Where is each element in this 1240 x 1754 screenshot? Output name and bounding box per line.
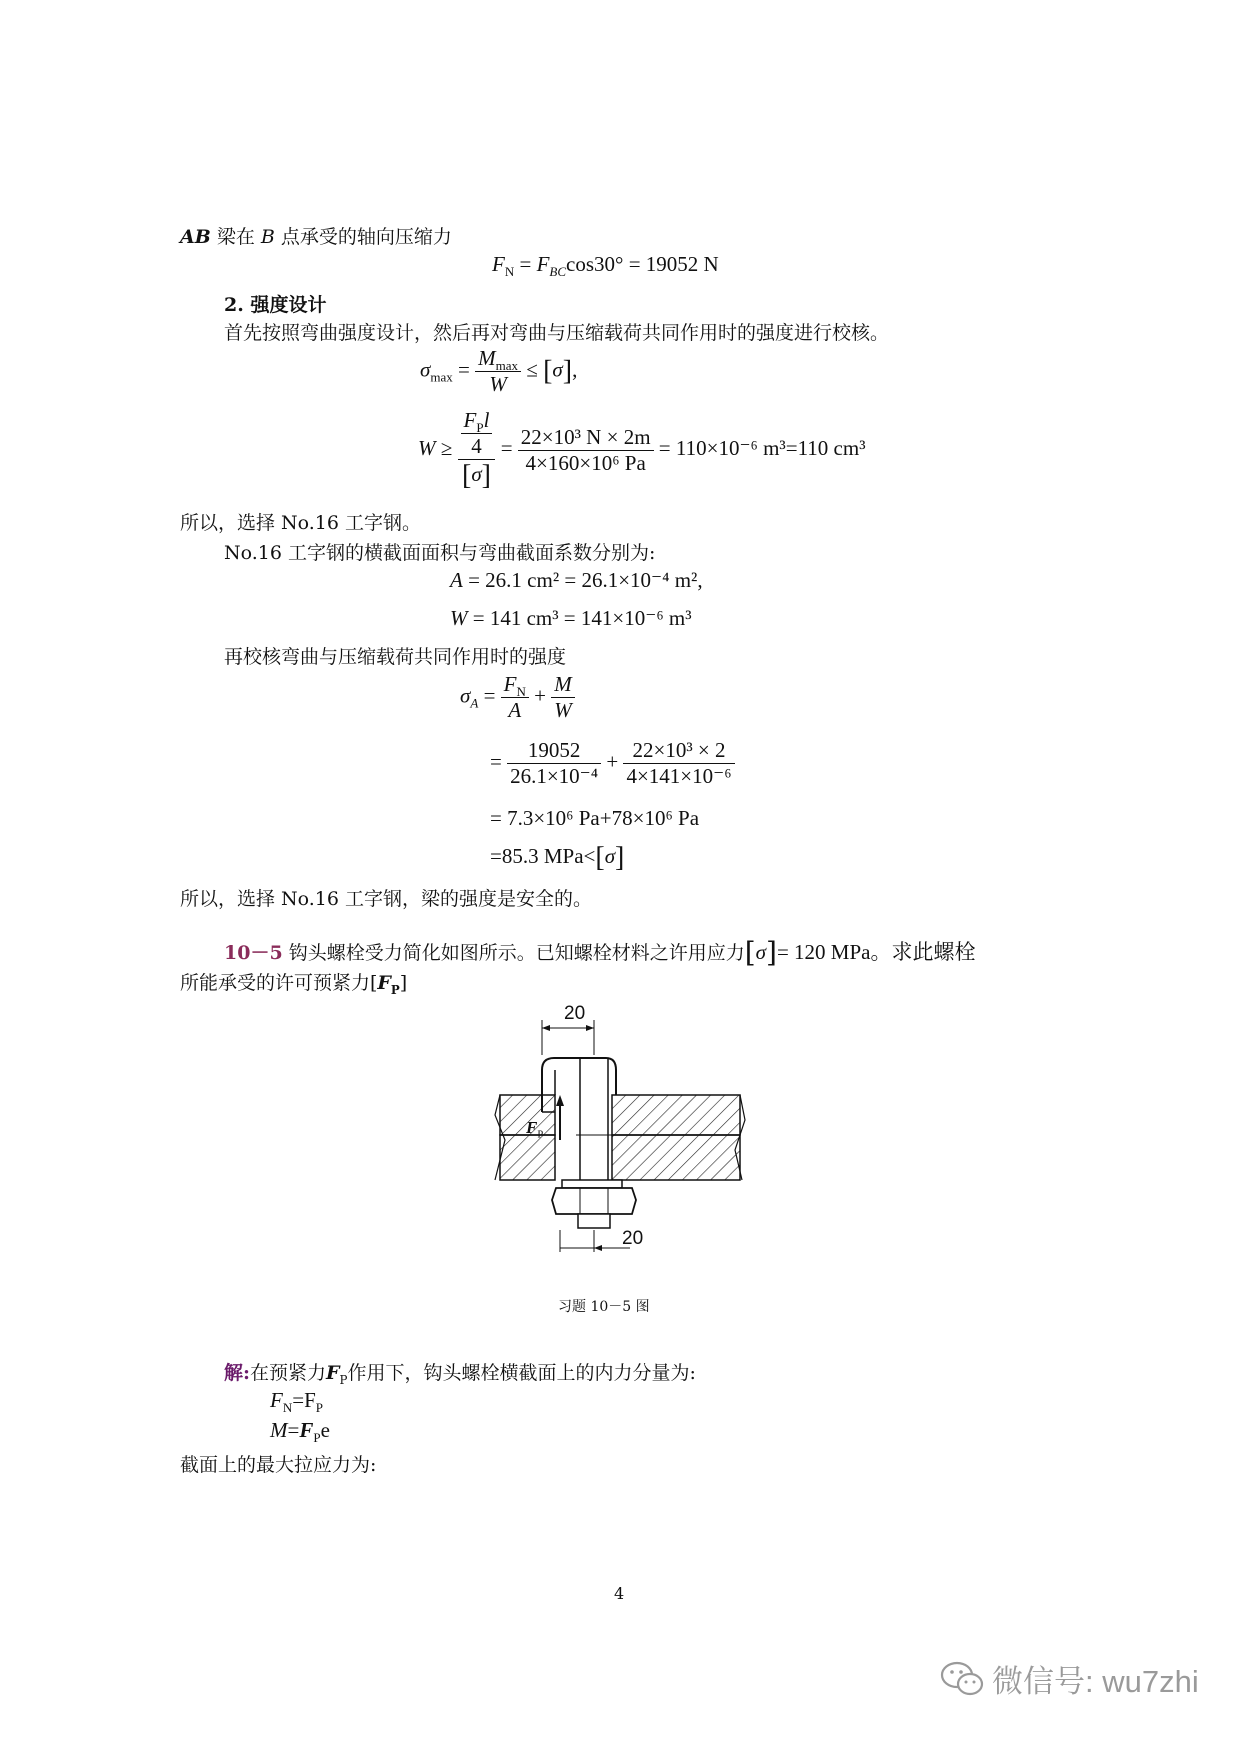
w-result: = 110×10⁻⁶ m³=110 cm³ xyxy=(653,435,866,460)
intro-line xyxy=(180,222,452,249)
wechat-icon xyxy=(940,1661,984,1697)
close-bracket: ] xyxy=(399,972,408,994)
page-number: 4 xyxy=(614,1584,625,1603)
equation-fn xyxy=(492,252,719,280)
problem-text-1: 钩头螺栓受力简化如图所示。已知螺栓材料之许用应力 xyxy=(282,942,745,964)
solution-label: 解: xyxy=(224,1362,251,1384)
equation-w xyxy=(418,408,866,492)
problem-line-2 xyxy=(180,968,407,995)
numerator-1: 19052 xyxy=(527,738,581,762)
a-rest: = 26.1 cm² = 26.1×10⁻⁴ m², xyxy=(462,568,703,592)
force-symbol: F xyxy=(526,1118,538,1137)
fn-subscript: N xyxy=(282,1400,293,1416)
a-symbol: A xyxy=(450,568,463,592)
watermark-text: 微信号: wu7zhi xyxy=(992,1664,1199,1699)
label-ab: AB xyxy=(180,226,211,248)
dim-top-label: 20 xyxy=(564,1003,586,1024)
allow-sigma: σ xyxy=(552,357,563,382)
fraction-m-w xyxy=(551,672,575,723)
fraction-19052 xyxy=(507,738,601,789)
plus-sign: + xyxy=(528,683,552,708)
fp-subscript: P xyxy=(476,420,484,436)
solution-intro xyxy=(224,1358,696,1385)
m-subscript: max xyxy=(495,358,519,374)
fraction-fn-a xyxy=(501,672,529,723)
dim-bottom-label: 20 xyxy=(622,1228,644,1249)
fp-symbol: F xyxy=(326,1362,340,1384)
sigma-a-subscript: A xyxy=(470,695,479,711)
intro-text: 梁在 xyxy=(210,226,261,248)
sigma-symbol: σ xyxy=(420,357,431,382)
fraction-m-w xyxy=(475,346,521,397)
fbc-symbol: F xyxy=(536,252,550,276)
fraction-fpl: $\frac{\frac{F_Pl}{4}}{[\sigma]}$ xyxy=(458,408,496,492)
le-sign: ≤ xyxy=(521,357,544,382)
fp-subscript: P xyxy=(390,982,400,997)
fn-rhs: cos30° = 19052 N xyxy=(566,252,719,276)
choose-line-2: 所以，选择 No.16 工字钢，梁的强度是安全的。 xyxy=(180,888,593,910)
plus-sign: + xyxy=(601,749,624,774)
w-symbol: W xyxy=(489,372,507,396)
figure-caption: 习题 10－5 图 xyxy=(558,1299,650,1315)
denominator-1: 26.1×10⁻⁴ xyxy=(507,763,601,789)
equals-sign: = xyxy=(490,749,508,774)
numeric-denominator: 4×160×10⁶ Pa xyxy=(518,450,654,476)
choose-line-1: 所以，选择 No.16 工字钢。 xyxy=(180,512,422,534)
no16-description: No.16 工字钢的横截面面积与弯曲截面系数分别为: xyxy=(224,542,656,564)
fp-subscript: P xyxy=(315,1400,324,1416)
solution-text-a: 在预紧力 xyxy=(250,1362,327,1384)
intro-rest: 点承受的轴向压缩力 xyxy=(274,226,452,248)
solution-eq-1 xyxy=(270,1388,324,1416)
recheck-line: 再校核弯曲与压缩载荷共同作用时的强度 xyxy=(224,646,567,668)
problem-text-2: = 120 MPa。求此螺栓 xyxy=(776,940,976,964)
allow-sigma: σ xyxy=(755,940,767,964)
m-symbol: M xyxy=(270,1418,288,1442)
denominator-2: 4×141×10⁻⁶ xyxy=(623,763,734,789)
label-b: B xyxy=(260,226,275,248)
problem-statement: 10－5 钩头螺栓受力简化如图所示。已知螺栓材料之许用应力[σ]= 120 MPa。求此螺栓 xyxy=(224,936,976,969)
equals-sign: = xyxy=(495,435,518,460)
allow-sigma: σ xyxy=(471,462,482,486)
bolt-diagram xyxy=(480,1000,760,1290)
fn-subscript: N xyxy=(504,264,515,280)
l-symbol: l xyxy=(483,408,490,432)
equals-sign: = xyxy=(287,1418,300,1442)
ge-sign: ≥ xyxy=(435,435,458,460)
fp-symbol: F xyxy=(377,972,391,994)
force-subscript: P xyxy=(537,1129,544,1141)
fp-symbol: F xyxy=(463,408,477,432)
equals-sign: = xyxy=(478,683,501,708)
fp-subscript: P xyxy=(339,1372,348,1387)
w-symbol: W xyxy=(450,606,468,630)
fn-symbol: F xyxy=(492,252,505,276)
sigma-symbol: σ xyxy=(460,683,471,708)
problem-line2-text: 所能承受的许可预紧力[ xyxy=(180,972,378,994)
section-heading: 2. 强度设计 xyxy=(224,294,327,316)
section-description: 首先按照弯曲强度设计，然后再对弯曲与压缩载荷共同作用时的强度进行校核。 xyxy=(224,322,890,344)
comma: , xyxy=(572,357,578,382)
watermark xyxy=(940,1656,1199,1701)
fbc-subscript: BC xyxy=(549,264,567,280)
problem-number: 10－5 xyxy=(224,942,283,964)
equation-line-2 xyxy=(490,738,735,789)
force-label xyxy=(526,1118,544,1141)
solution-text-b: 作用下，钩头螺栓横截面上的内力分量为: xyxy=(347,1362,696,1384)
numeric-numerator: 22×10³ N × 2m xyxy=(520,424,651,449)
fp-symbol: F xyxy=(299,1418,314,1442)
a-symbol: A xyxy=(508,698,522,722)
allow-sigma: σ xyxy=(604,844,616,868)
equation-a xyxy=(450,568,703,593)
line4-text: =85.3 MPa< xyxy=(490,844,596,868)
m-symbol: M xyxy=(554,672,572,696)
fp-subscript: P xyxy=(313,1430,321,1446)
fraction-numeric xyxy=(518,425,654,476)
fn-symbol: F xyxy=(270,1388,283,1412)
fp-symbol: F xyxy=(304,1388,316,1412)
solution-eq-2 xyxy=(270,1418,330,1446)
fn-equals: = xyxy=(514,252,537,276)
e-symbol: e xyxy=(320,1418,330,1442)
m-symbol: M xyxy=(478,346,496,370)
equation-line-4: =85.3 MPa<[σ] xyxy=(490,842,625,873)
numerator-2: 22×10³ × 2 xyxy=(632,738,726,762)
sigma-max-subscript: max xyxy=(430,369,453,385)
w-symbol: W xyxy=(554,698,572,722)
fn-subscript: N xyxy=(516,684,526,700)
equals-sign: = xyxy=(292,1388,305,1412)
equation-line-3: = 7.3×10⁶ Pa+78×10⁶ Pa xyxy=(490,806,700,830)
w2-rest: = 141 cm³ = 141×10⁻⁶ m³ xyxy=(467,606,692,630)
fraction-moment xyxy=(623,738,734,789)
bolt-figure xyxy=(480,1000,760,1290)
fn-symbol: F xyxy=(503,672,517,696)
equation-sigma-max: $\sigma_{max}$ = $\frac{M_{max}}{W}$ ≤ [σ], xyxy=(420,346,578,396)
equals-sign: = xyxy=(452,357,476,382)
equation-w2 xyxy=(450,606,692,631)
w-symbol: W xyxy=(418,435,436,460)
equation-sigma-a xyxy=(460,672,575,723)
solution-last-line: 截面上的最大拉应力为: xyxy=(180,1454,377,1476)
four: 4 xyxy=(471,434,482,458)
